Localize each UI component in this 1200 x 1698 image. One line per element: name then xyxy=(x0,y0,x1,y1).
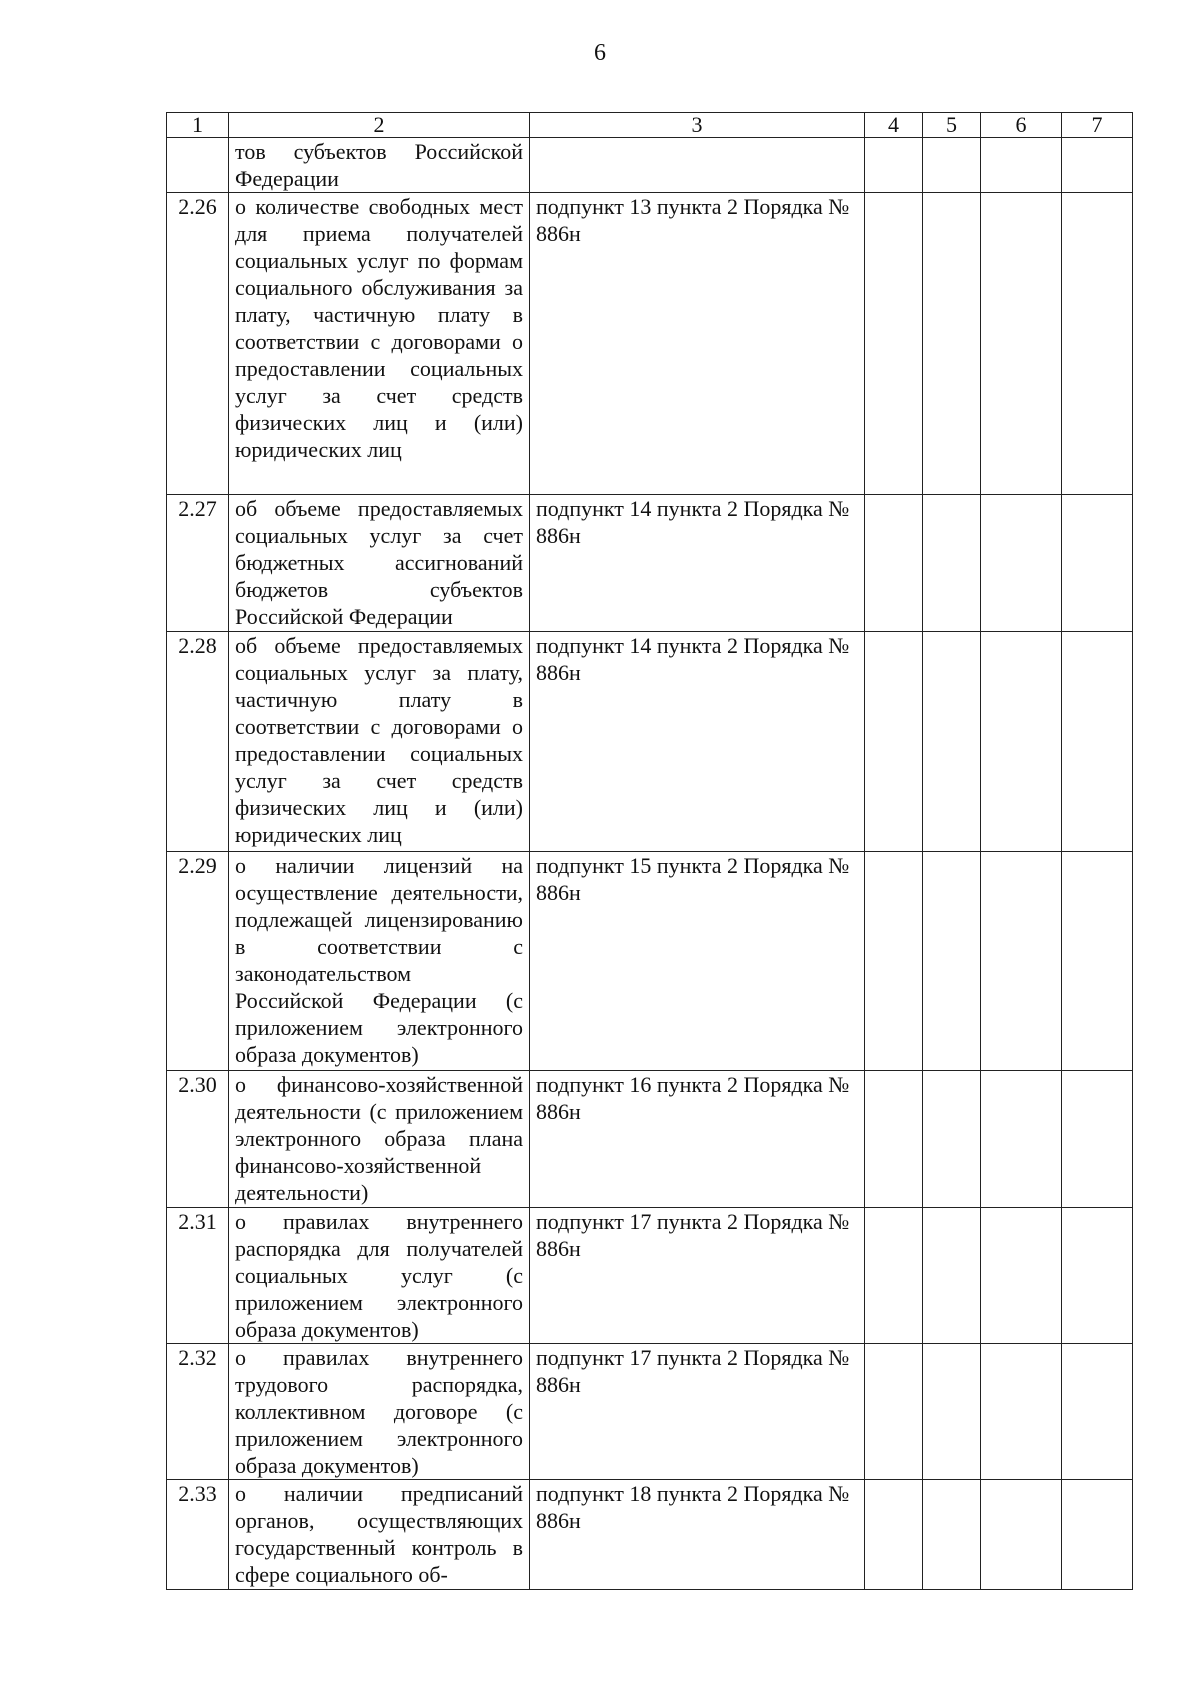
empty-cell xyxy=(981,495,1062,632)
row-description: о количестве свободных мест для приема получателей социальных услуг по формам социального обслуживания за плату, частичную плату в соответствии с договорами о предоставлении социальных услуг за счет средств физических лиц и (или) юридических лиц xyxy=(229,193,530,495)
empty-cell xyxy=(923,1480,981,1590)
empty-cell xyxy=(923,632,981,852)
column-header: 5 xyxy=(923,113,981,138)
column-header: 1 xyxy=(167,113,229,138)
column-header: 7 xyxy=(1062,113,1133,138)
row-source: подпункт 18 пункта 2 Порядка № 886н xyxy=(530,1480,865,1590)
empty-cell xyxy=(1062,632,1133,852)
row-number: 2.28 xyxy=(167,632,229,852)
table-row xyxy=(167,852,1133,1071)
row-number xyxy=(167,138,229,193)
empty-cell xyxy=(865,632,923,852)
table-row xyxy=(167,1071,1133,1208)
empty-cell xyxy=(1062,193,1133,495)
row-description: об объеме предоставляемых социальных услуг за счет бюджетных ассигнований бюджетов субъектов Российской Федерации xyxy=(229,495,530,632)
empty-cell xyxy=(865,138,923,193)
row-number: 2.33 xyxy=(167,1480,229,1590)
row-source: подпункт 14 пункта 2 Порядка № 886н xyxy=(530,495,865,632)
row-description: тов субъектов Российской Федерации xyxy=(229,138,530,193)
table-header-row xyxy=(167,113,1133,138)
empty-cell xyxy=(865,1480,923,1590)
row-description: о финансово-хозяйственной деятельности (с приложением электронного образа плана финансово-хозяйственной деятельности) xyxy=(229,1071,530,1208)
table-row xyxy=(167,138,1133,193)
row-number: 2.30 xyxy=(167,1071,229,1208)
empty-cell xyxy=(981,632,1062,852)
column-header: 4 xyxy=(865,113,923,138)
empty-cell xyxy=(981,193,1062,495)
empty-cell xyxy=(1062,1344,1133,1480)
empty-cell xyxy=(1062,1480,1133,1590)
empty-cell xyxy=(1062,138,1133,193)
table-row xyxy=(167,495,1133,632)
row-description: о правилах внутреннего распорядка для получателей социальных услуг (с приложением электронного образа документов) xyxy=(229,1208,530,1344)
row-description: о наличии предписаний органов, осуществляющих государственный контроль в сфере социального об- xyxy=(229,1480,530,1590)
empty-cell xyxy=(865,193,923,495)
row-source: подпункт 13 пункта 2 Порядка № 886н xyxy=(530,193,865,495)
row-source: подпункт 17 пункта 2 Порядка № 886н xyxy=(530,1344,865,1480)
row-source: подпункт 17 пункта 2 Порядка № 886н xyxy=(530,1208,865,1344)
empty-cell xyxy=(981,1480,1062,1590)
empty-cell xyxy=(981,852,1062,1071)
empty-cell xyxy=(981,1071,1062,1208)
empty-cell xyxy=(1062,495,1133,632)
empty-cell xyxy=(923,1344,981,1480)
empty-cell xyxy=(1062,1071,1133,1208)
empty-cell xyxy=(1062,1208,1133,1344)
table-row xyxy=(167,193,1133,495)
row-description: об объеме предоставляемых социальных услуг за плату, частичную плату в соответствии с договорами о предоставлении социальных услуг за счет средств физических лиц и (или) юридических лиц xyxy=(229,632,530,852)
row-number: 2.26 xyxy=(167,193,229,495)
row-description: о наличии лицензий на осуществление деятельности, подлежащей лицензированию в соответствии с законодательством Российской Федерации (с приложением электронного образа документов) xyxy=(229,852,530,1071)
empty-cell xyxy=(865,1344,923,1480)
table-row xyxy=(167,632,1133,852)
column-header: 6 xyxy=(981,113,1062,138)
empty-cell xyxy=(865,495,923,632)
row-number: 2.31 xyxy=(167,1208,229,1344)
row-source: подпункт 14 пункта 2 Порядка № 886н xyxy=(530,632,865,852)
empty-cell xyxy=(923,193,981,495)
empty-cell xyxy=(923,1208,981,1344)
document-table xyxy=(166,112,1133,1590)
table-row xyxy=(167,1480,1133,1590)
empty-cell xyxy=(981,1208,1062,1344)
row-source xyxy=(530,138,865,193)
empty-cell xyxy=(865,1071,923,1208)
empty-cell xyxy=(981,1344,1062,1480)
empty-cell xyxy=(981,138,1062,193)
empty-cell xyxy=(923,138,981,193)
empty-cell xyxy=(1062,852,1133,1071)
row-description: о правилах внутреннего трудового распорядка, коллективном договоре (с приложением электронного образа документов) xyxy=(229,1344,530,1480)
empty-cell xyxy=(865,1208,923,1344)
column-header: 3 xyxy=(530,113,865,138)
empty-cell xyxy=(865,852,923,1071)
empty-cell xyxy=(923,495,981,632)
row-number: 2.32 xyxy=(167,1344,229,1480)
row-source: подпункт 16 пункта 2 Порядка № 886н xyxy=(530,1071,865,1208)
row-number: 2.29 xyxy=(167,852,229,1071)
page-number: 6 xyxy=(594,40,606,66)
row-source: подпункт 15 пункта 2 Порядка № 886н xyxy=(530,852,865,1071)
table-row xyxy=(167,1208,1133,1344)
empty-cell xyxy=(923,852,981,1071)
empty-cell xyxy=(923,1071,981,1208)
table-row xyxy=(167,1344,1133,1480)
column-header: 2 xyxy=(229,113,530,138)
row-number: 2.27 xyxy=(167,495,229,632)
